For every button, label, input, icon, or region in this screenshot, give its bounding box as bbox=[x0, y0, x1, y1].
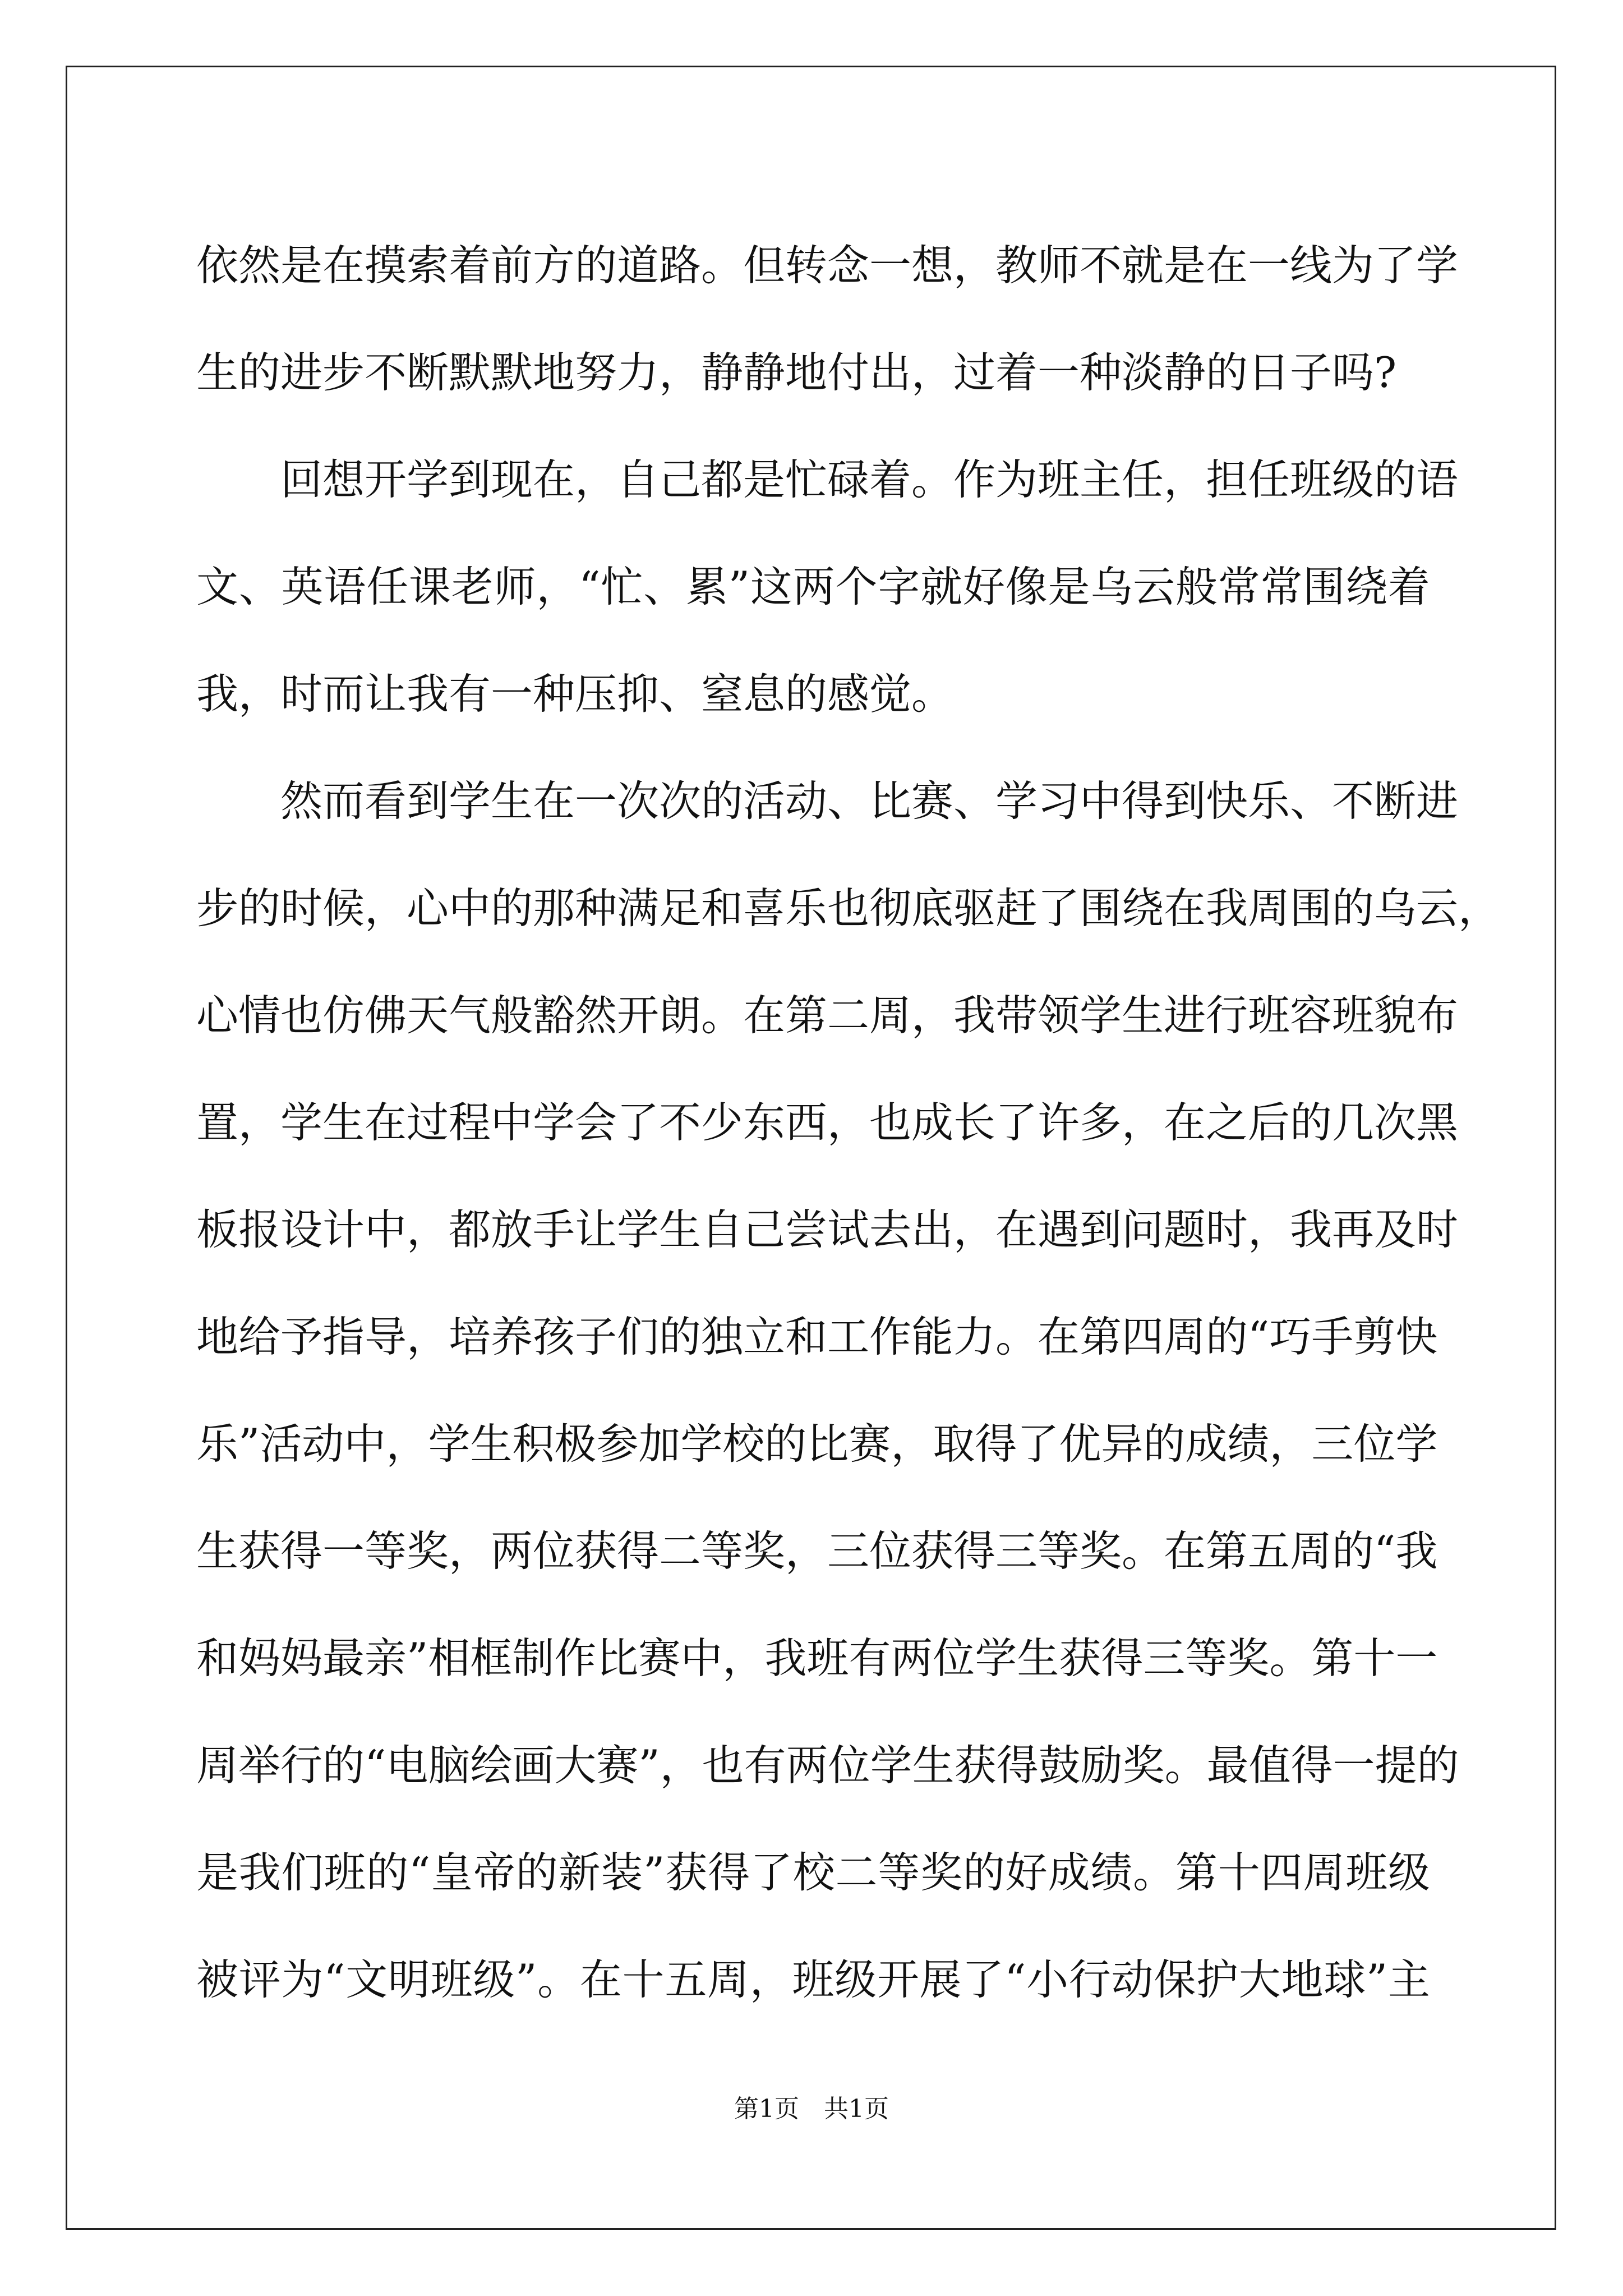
page-total: 共1页 bbox=[824, 2095, 889, 2123]
text-line: 置，学生在过程中学会了不少东西，也成长了许多，在之后的几次黑 bbox=[196, 1098, 1459, 1147]
text-line: 周举行的“电脑绘画大赛”，也有两位学生获得鼓励奖。最值得一提的 bbox=[196, 1741, 1459, 1790]
text-line: 回想开学到现在，自己都是忙碌着。作为班主任，担任班级的语 bbox=[280, 455, 1459, 504]
text-line: 乐”活动中，学生积极参加学校的比赛，取得了优异的成绩，三位学 bbox=[196, 1419, 1438, 1469]
text-line: 是我们班的“皇帝的新装”获得了校二等奖的好成绩。第十四周班级 bbox=[196, 1848, 1430, 1897]
text-line: 生的进步不断默默地努力，静静地付出，过着一种淡静的日子吗? bbox=[196, 348, 1397, 397]
text-line: 然而看到学生在一次次的活动、比赛、学习中得到快乐、不断进 bbox=[280, 776, 1459, 826]
text-line: 我，时而让我有一种压抑、窒息的感觉。 bbox=[196, 669, 954, 719]
text-line: 和妈妈最亲”相框制作比赛中，我班有两位学生获得三等奖。第十一 bbox=[196, 1634, 1438, 1683]
text-line: 步的时候，心中的那种满足和喜乐也彻底驱赶了围绕在我周围的乌云， bbox=[196, 884, 1501, 933]
text-line: 心情也仿佛天气般豁然开朗。在第二周，我带领学生进行班容班貌布 bbox=[196, 991, 1459, 1040]
page-footer bbox=[0, 2092, 1623, 2126]
text-line: 依然是在摸索着前方的道路。但转念一想，教师不就是在一线为了学 bbox=[196, 241, 1459, 290]
text-line: 地给予指导，培养孩子们的独立和工作能力。在第四周的“巧手剪快 bbox=[196, 1312, 1438, 1361]
text-line: 文、英语任课老师，“忙、累”这两个字就好像是乌云般常常围绕着 bbox=[196, 562, 1430, 611]
text-line: 生获得一等奖，两位获得二等奖，三位获得三等奖。在第五周的“我 bbox=[196, 1526, 1438, 1576]
text-line: 板报设计中，都放手让学生自己尝试去出，在遇到问题时，我再及时 bbox=[196, 1205, 1459, 1254]
page-number: 第1页 bbox=[734, 2095, 799, 2123]
document-body bbox=[196, 212, 1501, 2033]
text-line: 被评为“文明班级”。在十五周，班级开展了“小行动保护大地球”主 bbox=[196, 1955, 1430, 2004]
